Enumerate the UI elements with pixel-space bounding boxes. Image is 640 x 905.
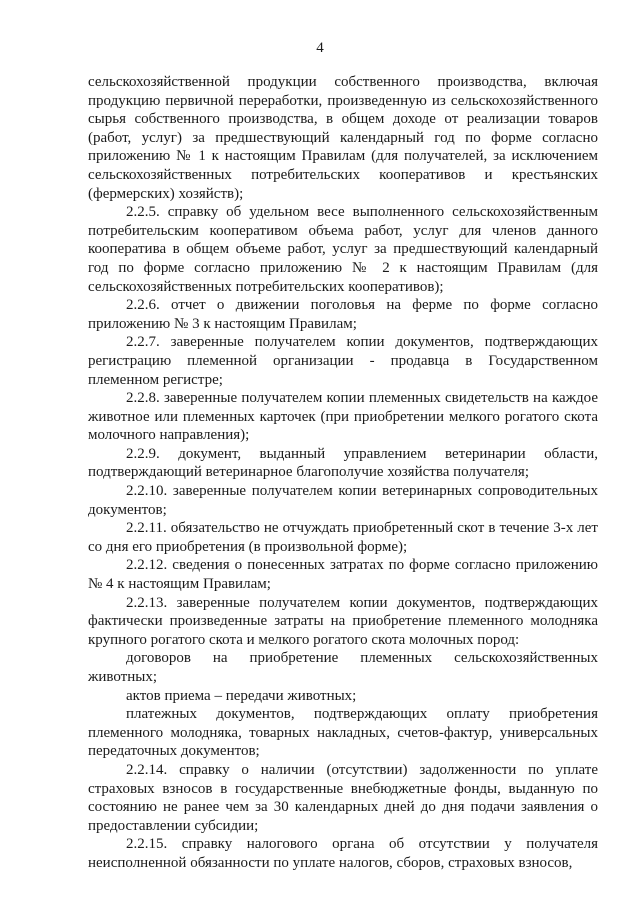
page-number: 4 — [316, 40, 324, 56]
paragraph-2-2-10: 2.2.10. заверенные получателем копии ветеринарных сопроводительных документов; — [88, 483, 598, 518]
list-item-payment-documents: платежных документов, подтверждающих оплату приобретения племенного молодняка, товарных накладных, счетов-фактур, универсальных передаточных документов; — [88, 706, 598, 760]
paragraph-2-2-8: 2.2.8. заверенные получателем копии племенных свидетельств на каждое животное или племенных карточек (при приобретении мелкого рогатого скота молочного направления); — [88, 390, 598, 444]
paragraph-2-2-7: 2.2.7. заверенные получателем копии документов, подтверждающих регистрацию племенной организации - продавца в Государственном племенном регистре; — [88, 334, 598, 388]
document-body — [88, 73, 598, 873]
list-item-contracts: договоров на приобретение племенных сельскохозяйственных животных; — [88, 650, 598, 685]
paragraph-continuation: сельскохозяйственной продукции собственного производства, включая продукцию первичной переработки, произведенную из сельскохозяйственного сырья собственного производства, в общем доходе от реализации товаров (работ, услуг) за предшествующий календарный год по форме согласно приложению № 1 к настоящим Правилам (для получателей, за исключением сельскохозяйственных потребительских кооперативов и крестьянских (фермерских) хозяйств); — [88, 74, 598, 202]
paragraph-2-2-13: 2.2.13. заверенные получателем копии документов, подтверждающих фактически произведенные затраты на приобретение племенного молодняка крупного рогатого скота и мелкого рогатого скота молочных пород: — [88, 594, 598, 648]
paragraph-2-2-11: 2.2.11. обязательство не отчуждать приобретенный скот в течение 3-х лет со дня его приобретения (в произвольной форме); — [88, 520, 598, 555]
paragraph-2-2-9: 2.2.9. документ, выданный управлением ветеринарии области, подтверждающий ветеринарное благополучие хозяйства получателя; — [88, 445, 598, 481]
paragraph-2-2-14: 2.2.14. справку о наличии (отсутствии) задолженности по уплате страховых взносов в государственные внебюджетные фонды, выданную по состоянию не ранее чем за 30 календарных дней до дня подачи заявления о предоставлении субсидии; — [88, 761, 598, 834]
paragraph-2-2-15: 2.2.15. справку налогового органа об отсутствии у получателя неисполненной обязанности по уплате налогов, сборов, страховых взносов, — [88, 836, 598, 871]
paragraph-2-2-6: 2.2.6. отчет о движении поголовья на ферме по форме согласно приложению № 3 к настоящим Правилам; — [88, 297, 598, 332]
list-item-transfer-acts: актов приема – передачи животных; — [126, 687, 357, 704]
paragraph-2-2-12: 2.2.12. сведения о понесенных затратах по форме согласно приложению № 4 к настоящим Правилам; — [88, 557, 598, 593]
paragraph-2-2-5: 2.2.5. справку об удельном весе выполненного сельскохозяйственным потребительским кооперативом объема работ, услуг для членов данного кооператива в общем объеме работ, услуг за предшествующий календарный год по форме согласно приложению № 2 к настоящим Правилам (для сельскохозяйственных потребительских кооперативов); — [88, 204, 598, 295]
